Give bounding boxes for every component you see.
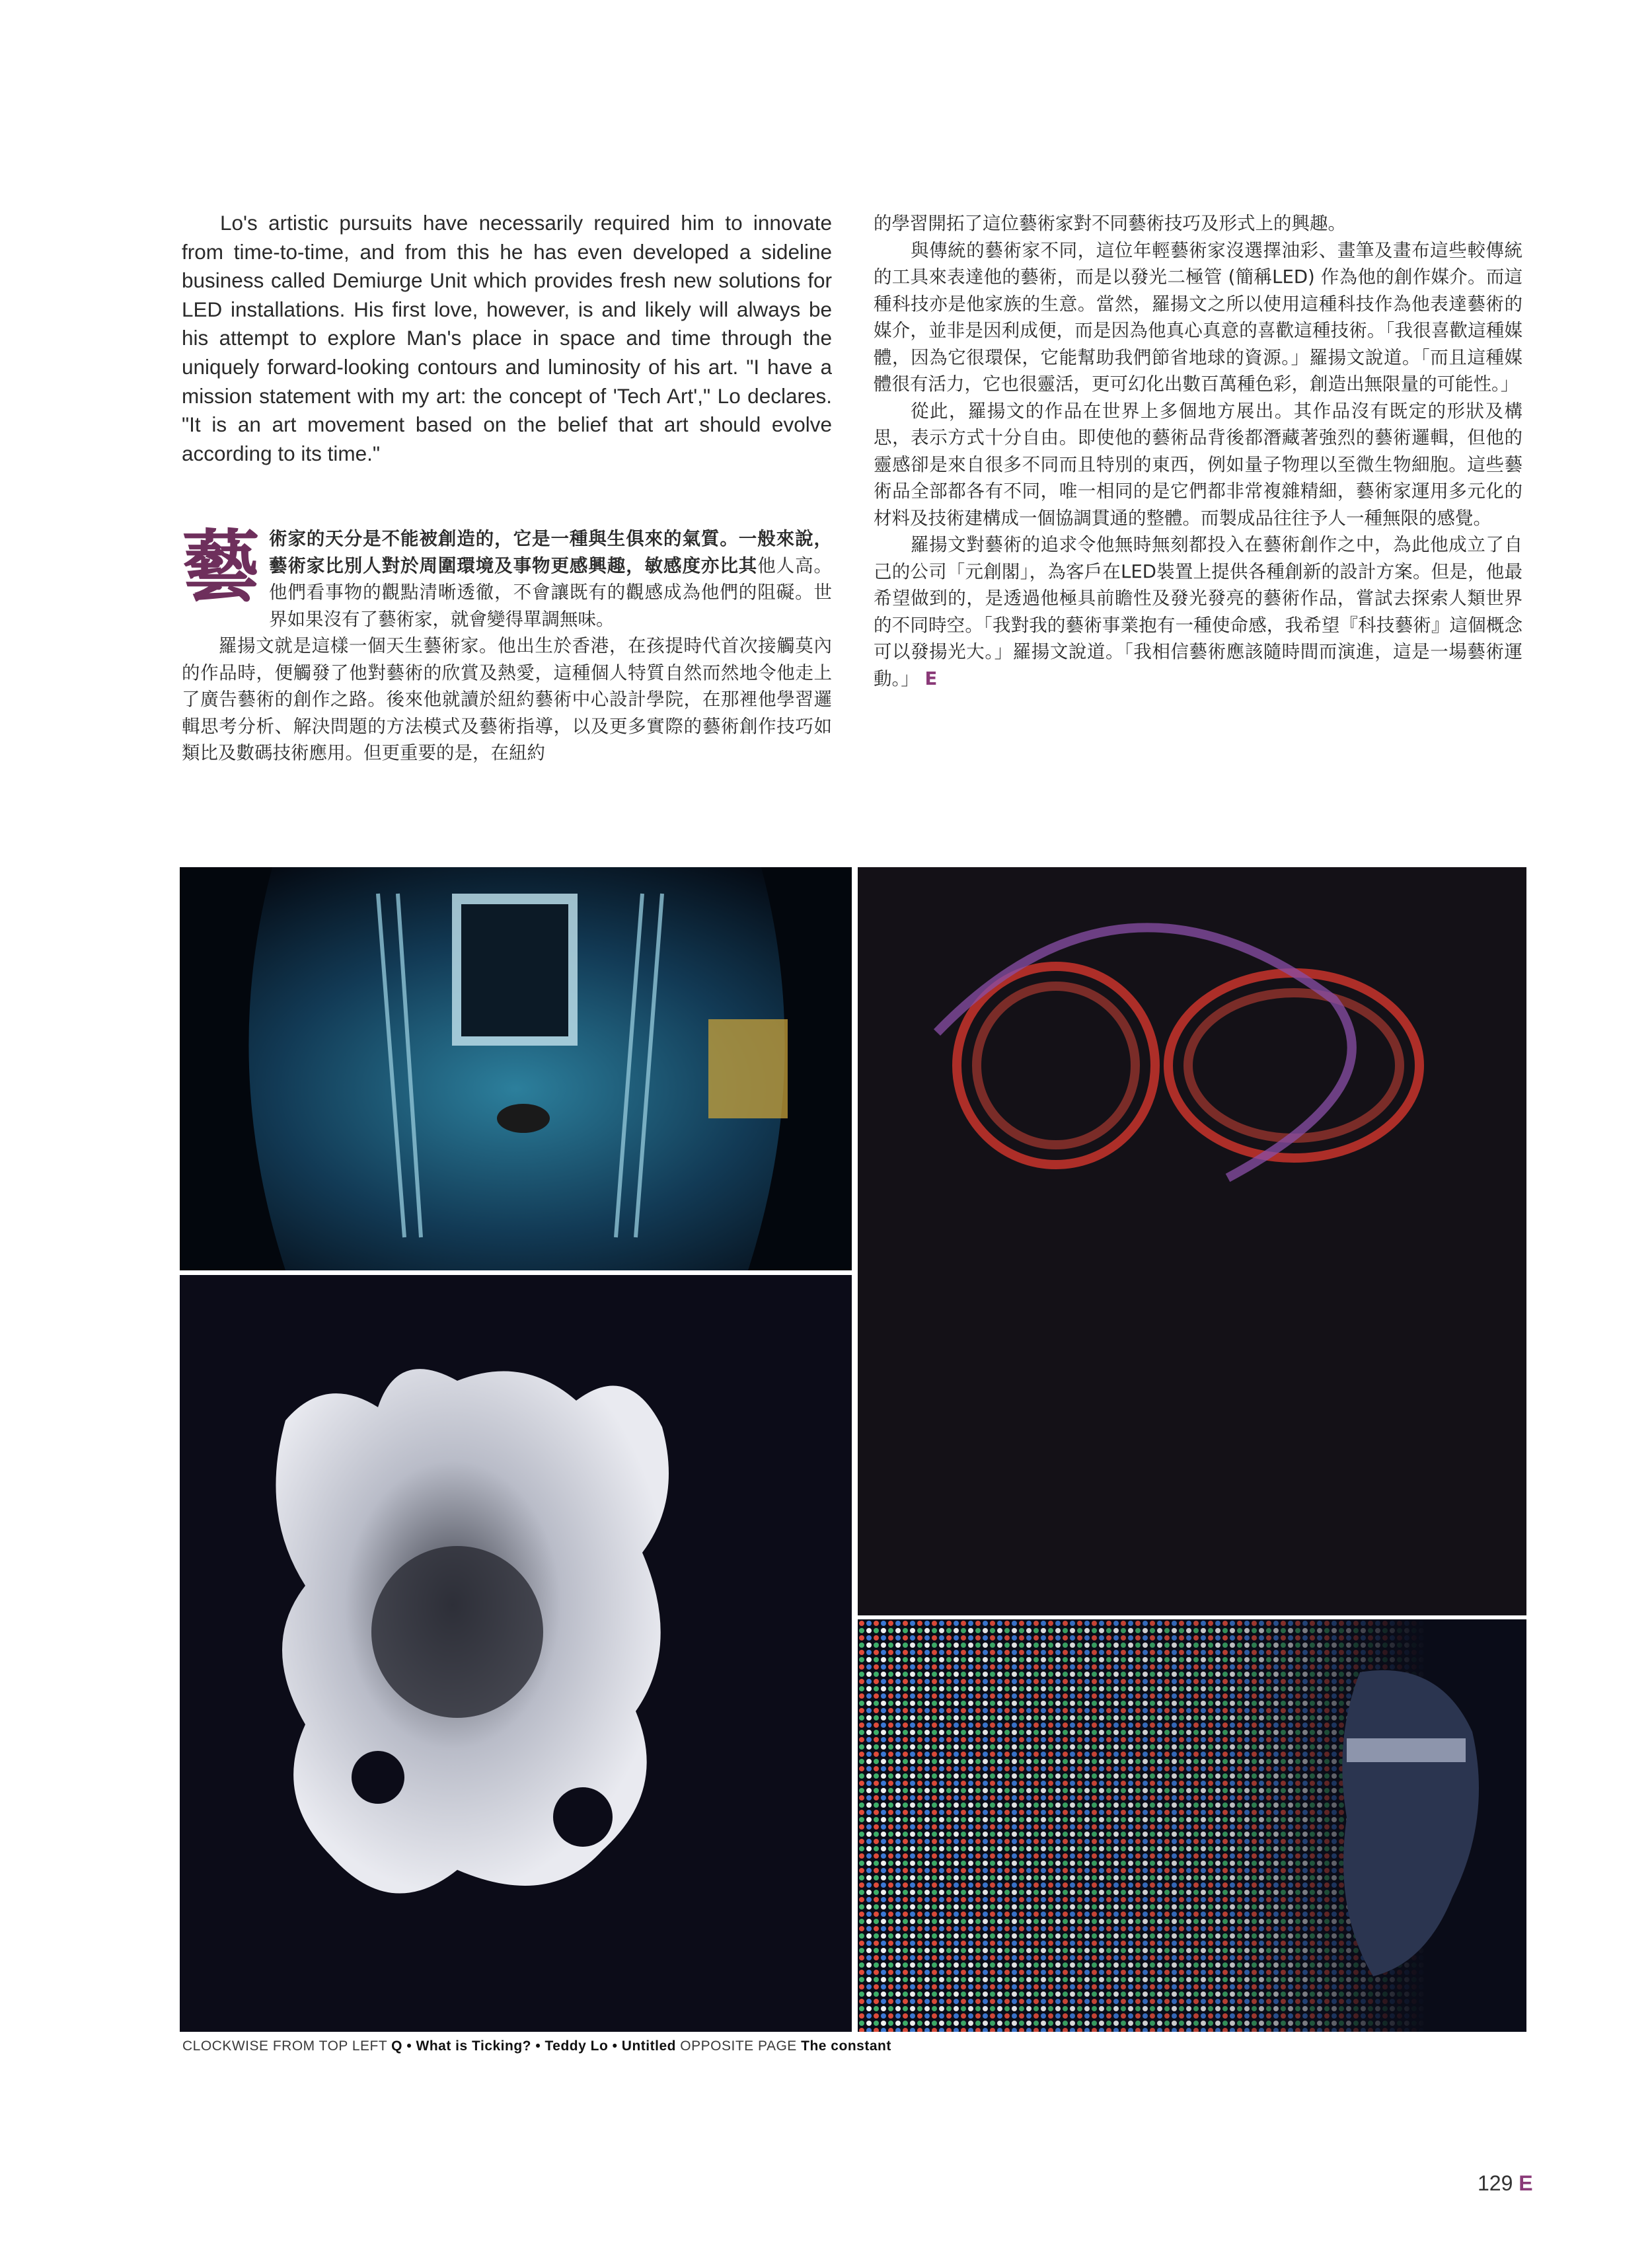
- chinese-intro-rest: 他人高。他們看事物的觀點清晰透徹，不會讓既有的觀感成為他們的阻礙。世界如果沒有了藝術家，就會變得單調無味。: [269, 555, 833, 630]
- photo-light-rings: [858, 867, 1526, 1615]
- photo-led-wall: [858, 1619, 1526, 2032]
- untitled-panel-illustration: [180, 1275, 852, 2032]
- caption-mid: OPPOSITE PAGE: [675, 2038, 802, 2054]
- caption-items: Q • What is Ticking? • Teddy Lo • Untitled: [391, 2038, 676, 2054]
- chinese-paragraph-2: 羅揚文就是這樣一個天生藝術家。他出生於香港，在孩提時代首次接觸莫內的作品時，便觸發了他對藝術的欣賞及熱愛，這種個人特質自然而然地令他走上了廣告藝術的創作之路。後來他就讀於紐約藝術中心設計學院，在那裡他學習邏輯思考分析、解決問題的方法模式及藝術指導，以及更多實際的藝術創作技巧如類比及數碼技術應用。但更重要的是，在紐約: [182, 635, 832, 763]
- chinese-left-column: [182, 521, 833, 767]
- page-number-value: 129: [1478, 2171, 1513, 2195]
- photo-caption: [182, 2038, 1108, 2054]
- chinese-paragraph-5: [874, 531, 1522, 692]
- chinese-lead: 術家的天分是不能被創造的，它是一種與生俱來的氣質。一般來說，藝術家比別人對於周圍環境及事物更感興趣，敏感度亦比其: [269, 528, 832, 576]
- caption-prefix: CLOCKWISE FROM TOP LEFT: [182, 2038, 392, 2054]
- chinese-intro-paragraph: [182, 521, 833, 633]
- page-mark: E: [1519, 2171, 1533, 2195]
- light-rings-illustration: [858, 867, 1526, 1615]
- chinese-right-column: [874, 210, 1522, 692]
- installation-illustration: [180, 867, 852, 1270]
- led-wall-illustration: [858, 1619, 1526, 2032]
- chinese-paragraph-3: 與傳統的藝術家不同，這位年輕藝術家沒選擇油彩、畫筆及畫布這些較傳統的工具來表達他的藝術，而是以發光二極管 (簡稱LED) 作為他的創作媒介。而這種科技亦是他家族的生意。當然，羅揚文之所以使用這種科技作為他表達藝術的媒介，並非是因利成便，而是因為他真心真意的喜歡這種技術。「我很喜歡這種媒體，因為它很環保，它能幫助我們節省地球的資源。」羅揚文說道。「而且這種媒體很有活力，它也很靈活，更可幻化出數百萬種色彩，創造出無限量的可能性。」: [874, 239, 1522, 395]
- english-column: [182, 209, 832, 468]
- chinese-paragraph-5-text: 羅揚文對藝術的追求令他無時無刻都投入在藝術創作之中，為此他成立了自己的公司「元創閣」，為客戶在LED裝置上提供各種創新的設計方案。但是，他最希望做到的，是透過他極具前瞻性及發光發亮的藝術作品，嘗試去探索人類世界的不同時空。「我對我的藝術事業抱有一種使命感，我希望『科技藝術』這個概念可以發揚光大。」羅揚文說道。「我相信藝術應該隨時間而演進，這是一場藝術運動。」: [874, 534, 1522, 689]
- page-number: [1478, 2171, 1533, 2196]
- caption-opposite: The constant: [801, 2038, 891, 2054]
- chinese-paragraph-4: 從此，羅揚文的作品在世界上多個地方展出。其作品沒有既定的形狀及構思，表示方式十分自由。即使他的藝術品背後都潛藏著強烈的藝術邏輯，但他的靈感卻是來自很多不同而且特別的東西，例如量子物理以至微生物細胞。這些藝術品全部都各有不同，唯一相同的是它們都非常複雜精細，藝術家運用多元化的材料及技術建構成一個協調貫通的整體。而製成品往往予人一種無限的感覺。: [874, 400, 1522, 529]
- end-mark: E: [924, 668, 938, 689]
- photo-installation-space: [180, 867, 852, 1270]
- photo-untitled-panel: [180, 1275, 852, 2032]
- drop-cap: 藝: [182, 521, 260, 613]
- chinese-continuation: 的學習開拓了這位藝術家對不同藝術技巧及形式上的興趣。: [874, 213, 1346, 234]
- english-paragraph: Lo's artistic pursuits have necessarily required him to innovate from time-to-time, and from this he has even developed a sideline business called Demiurge Unit which provides fresh new solutions for LED installations. His first love, however, is and likely will always be his attempt to explore Man's place in space and time through the uniquely forward-looking contours and luminosity of his art. "I have a mission statement with my art: the concept of 'Tech Art'," Lo declares. "It is an art movement based on the belief that art should evolve according to its time.": [182, 211, 832, 465]
